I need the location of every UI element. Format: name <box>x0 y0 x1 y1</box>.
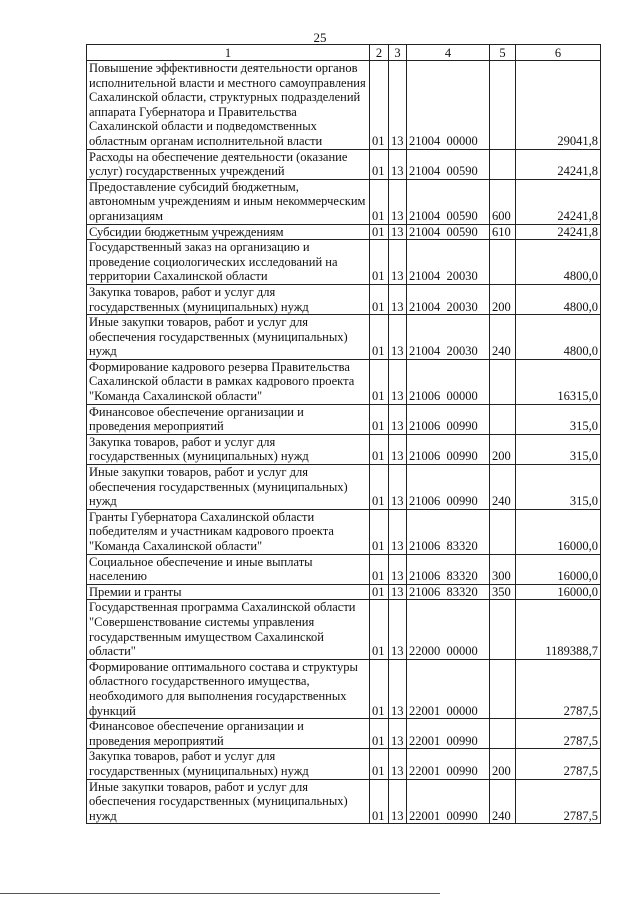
table-row <box>87 509 601 554</box>
row-name-cell: Закупка товаров, работ и услуг для государственных (муниципальных) нужд <box>87 284 370 314</box>
column-header-3: 3 <box>389 45 407 61</box>
amount-cell: 24241,8 <box>516 179 601 224</box>
expense-type-cell: 600 <box>490 179 516 224</box>
table-row <box>87 315 601 360</box>
amount-cell: 2787,5 <box>516 719 601 749</box>
section-code-cell: 01 <box>370 284 389 314</box>
amount-cell: 1189388,7 <box>516 600 601 659</box>
row-name-cell: Государственная программа Сахалинской области "Совершенствование системы управления государственным имуществом Сахалинской области" <box>87 600 370 659</box>
amount-cell: 16000,0 <box>516 509 601 554</box>
row-name-cell: Гранты Губернатора Сахалинской области победителям и участникам кадрового проекта "Команда Сахалинской области" <box>87 509 370 554</box>
column-header-6: 6 <box>516 45 601 61</box>
amount-cell: 29041,8 <box>516 61 601 150</box>
target-article-cell: 21004 00590 <box>407 149 490 179</box>
row-name-cell: Социальное обеспечение и иные выплаты населению <box>87 554 370 584</box>
amount-cell: 24241,8 <box>516 149 601 179</box>
target-article-cell: 21006 83320 <box>407 584 490 600</box>
amount-cell: 315,0 <box>516 465 601 510</box>
table-row <box>87 404 601 434</box>
section-code-cell: 01 <box>370 404 389 434</box>
table-row <box>87 659 601 718</box>
row-name-cell: Расходы на обеспечение деятельности (оказание услуг) государственных учреждений <box>87 149 370 179</box>
amount-cell: 4800,0 <box>516 284 601 314</box>
amount-cell: 2787,5 <box>516 779 601 824</box>
table-row <box>87 554 601 584</box>
table-row <box>87 240 601 285</box>
section-code-cell: 01 <box>370 179 389 224</box>
amount-cell: 16000,0 <box>516 584 601 600</box>
subsection-code-cell: 13 <box>389 719 407 749</box>
subsection-code-cell: 13 <box>389 584 407 600</box>
target-article-cell: 22001 00000 <box>407 659 490 718</box>
target-article-cell: 22000 00000 <box>407 600 490 659</box>
section-code-cell: 01 <box>370 554 389 584</box>
section-code-cell: 01 <box>370 749 389 779</box>
table-row <box>87 719 601 749</box>
column-header-1: 1 <box>87 45 370 61</box>
table-row <box>87 434 601 464</box>
target-article-cell: 21006 83320 <box>407 554 490 584</box>
amount-cell: 24241,8 <box>516 224 601 240</box>
expense-type-cell: 350 <box>490 584 516 600</box>
target-article-cell: 21006 00990 <box>407 404 490 434</box>
table-row <box>87 359 601 404</box>
amount-cell: 2787,5 <box>516 749 601 779</box>
amount-cell: 4800,0 <box>516 240 601 285</box>
row-name-cell: Формирование оптимального состава и структуры областного государственного имущества, необходимого для выполнения государственных функций <box>87 659 370 718</box>
amount-cell: 315,0 <box>516 404 601 434</box>
table-row <box>87 600 601 659</box>
amount-cell: 4800,0 <box>516 315 601 360</box>
page-bottom-rule <box>0 893 440 894</box>
table-row <box>87 584 601 600</box>
table-row <box>87 179 601 224</box>
row-name-cell: Формирование кадрового резерва Правительства Сахалинской области в рамках кадрового проекта "Команда Сахалинской области" <box>87 359 370 404</box>
expense-type-cell: 300 <box>490 554 516 584</box>
expense-type-cell <box>490 719 516 749</box>
target-article-cell: 21004 20030 <box>407 240 490 285</box>
expense-type-cell <box>490 359 516 404</box>
section-code-cell: 01 <box>370 240 389 285</box>
section-code-cell: 01 <box>370 719 389 749</box>
table-row <box>87 224 601 240</box>
row-name-cell: Финансовое обеспечение организации и проведения мероприятий <box>87 404 370 434</box>
target-article-cell: 21006 00990 <box>407 465 490 510</box>
row-name-cell: Предоставление субсидий бюджетным, автономным учреждениям и иным некоммерческим организациям <box>87 179 370 224</box>
target-article-cell: 22001 00990 <box>407 749 490 779</box>
expense-type-cell <box>490 404 516 434</box>
expense-type-cell: 240 <box>490 465 516 510</box>
subsection-code-cell: 13 <box>389 600 407 659</box>
section-code-cell: 01 <box>370 315 389 360</box>
section-code-cell: 01 <box>370 779 389 824</box>
target-article-cell: 21004 20030 <box>407 315 490 360</box>
subsection-code-cell: 13 <box>389 284 407 314</box>
section-code-cell: 01 <box>370 465 389 510</box>
row-name-cell: Субсидии бюджетным учреждениям <box>87 224 370 240</box>
subsection-code-cell: 13 <box>389 404 407 434</box>
subsection-code-cell: 13 <box>389 434 407 464</box>
table-row <box>87 465 601 510</box>
table-row <box>87 749 601 779</box>
target-article-cell: 21004 00590 <box>407 224 490 240</box>
expense-type-cell: 200 <box>490 434 516 464</box>
table-row <box>87 61 601 150</box>
subsection-code-cell: 13 <box>389 149 407 179</box>
subsection-code-cell: 13 <box>389 240 407 285</box>
column-header-2: 2 <box>370 45 389 61</box>
section-code-cell: 01 <box>370 659 389 718</box>
amount-cell: 2787,5 <box>516 659 601 718</box>
row-name-cell: Закупка товаров, работ и услуг для государственных (муниципальных) нужд <box>87 434 370 464</box>
table-header-row <box>87 45 601 61</box>
expense-type-cell <box>490 659 516 718</box>
subsection-code-cell: 13 <box>389 359 407 404</box>
subsection-code-cell: 13 <box>389 224 407 240</box>
target-article-cell: 22001 00990 <box>407 779 490 824</box>
table-row <box>87 284 601 314</box>
expense-type-cell: 240 <box>490 315 516 360</box>
row-name-cell: Повышение эффективности деятельности органов исполнительной власти и местного самоуправления Сахалинской области, структурных подразделений аппарата Губернатора и Правительства Сахалинской области и подведомственных областным органам исполнительной власти <box>87 61 370 150</box>
amount-cell: 315,0 <box>516 434 601 464</box>
subsection-code-cell: 13 <box>389 465 407 510</box>
section-code-cell: 01 <box>370 224 389 240</box>
page-number: 25 <box>313 30 327 45</box>
target-article-cell: 21006 00000 <box>407 359 490 404</box>
subsection-code-cell: 13 <box>389 554 407 584</box>
subsection-code-cell: 13 <box>389 179 407 224</box>
row-name-cell: Иные закупки товаров, работ и услуг для обеспечения государственных (муниципальных) нужд <box>87 779 370 824</box>
expense-type-cell: 200 <box>490 284 516 314</box>
column-header-5: 5 <box>490 45 516 61</box>
section-code-cell: 01 <box>370 600 389 659</box>
target-article-cell: 21004 00590 <box>407 179 490 224</box>
budget-table <box>86 44 601 824</box>
target-article-cell: 21004 00000 <box>407 61 490 150</box>
row-name-cell: Государственный заказ на организацию и проведение социологических исследований на территории Сахалинской области <box>87 240 370 285</box>
column-header-4: 4 <box>407 45 490 61</box>
target-article-cell: 21006 00990 <box>407 434 490 464</box>
target-article-cell: 22001 00990 <box>407 719 490 749</box>
table-row <box>87 149 601 179</box>
expense-type-cell <box>490 509 516 554</box>
row-name-cell: Иные закупки товаров, работ и услуг для обеспечения государственных (муниципальных) нужд <box>87 315 370 360</box>
expense-type-cell <box>490 240 516 285</box>
subsection-code-cell: 13 <box>389 315 407 360</box>
expense-type-cell <box>490 149 516 179</box>
row-name-cell: Финансовое обеспечение организации и проведения мероприятий <box>87 719 370 749</box>
expense-type-cell: 610 <box>490 224 516 240</box>
section-code-cell: 01 <box>370 509 389 554</box>
section-code-cell: 01 <box>370 584 389 600</box>
row-name-cell: Закупка товаров, работ и услуг для государственных (муниципальных) нужд <box>87 749 370 779</box>
expense-type-cell: 200 <box>490 749 516 779</box>
row-name-cell: Премии и гранты <box>87 584 370 600</box>
subsection-code-cell: 13 <box>389 749 407 779</box>
subsection-code-cell: 13 <box>389 659 407 718</box>
expense-type-cell <box>490 61 516 150</box>
subsection-code-cell: 13 <box>389 779 407 824</box>
subsection-code-cell: 13 <box>389 61 407 150</box>
target-article-cell: 21006 83320 <box>407 509 490 554</box>
target-article-cell: 21004 20030 <box>407 284 490 314</box>
expense-type-cell: 240 <box>490 779 516 824</box>
subsection-code-cell: 13 <box>389 509 407 554</box>
table-row <box>87 779 601 824</box>
section-code-cell: 01 <box>370 149 389 179</box>
section-code-cell: 01 <box>370 434 389 464</box>
section-code-cell: 01 <box>370 61 389 150</box>
expense-type-cell <box>490 600 516 659</box>
amount-cell: 16315,0 <box>516 359 601 404</box>
section-code-cell: 01 <box>370 359 389 404</box>
amount-cell: 16000,0 <box>516 554 601 584</box>
row-name-cell: Иные закупки товаров, работ и услуг для обеспечения государственных (муниципальных) нужд <box>87 465 370 510</box>
